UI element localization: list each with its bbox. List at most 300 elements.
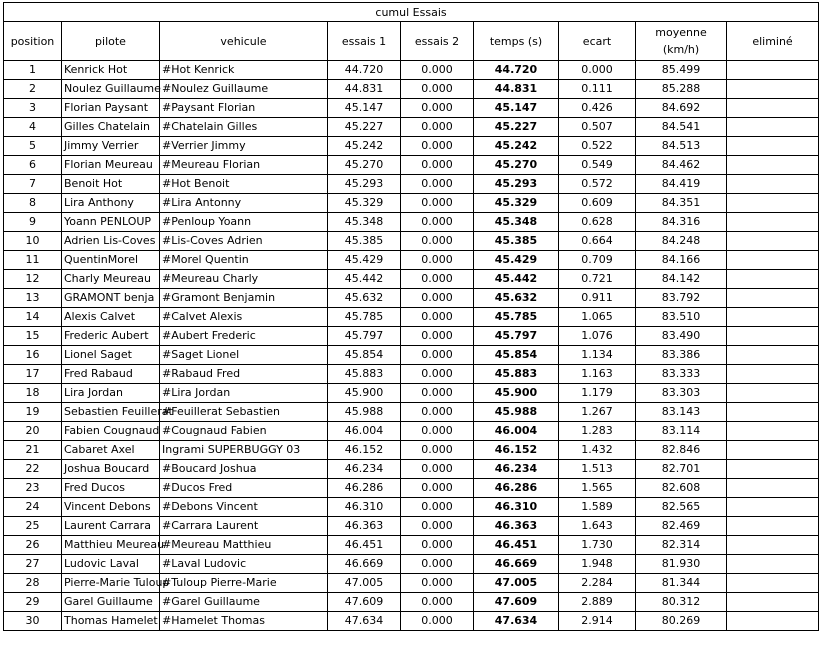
cell-elimine (727, 460, 819, 479)
cell-elimine (727, 308, 819, 327)
cell-position: 9 (4, 213, 62, 232)
header-essais1: essais 1 (328, 22, 401, 61)
cell-pilote: Charly Meureau (62, 270, 160, 289)
cell-vehicule: #Hamelet Thomas (160, 612, 328, 631)
cell-moyenne: 83.490 (636, 327, 727, 346)
cell-essais2: 0.000 (401, 80, 474, 99)
table-row (4, 574, 819, 593)
cell-temps: 46.451 (474, 536, 559, 555)
cell-moyenne: 82.469 (636, 517, 727, 536)
cell-vehicule: #Meureau Florian (160, 156, 328, 175)
cell-position: 22 (4, 460, 62, 479)
cell-temps: 45.797 (474, 327, 559, 346)
cell-pilote: Lira Jordan (62, 384, 160, 403)
table-row (4, 555, 819, 574)
cell-ecart: 1.513 (559, 460, 636, 479)
table-row (4, 479, 819, 498)
cell-temps: 45.632 (474, 289, 559, 308)
cell-elimine (727, 194, 819, 213)
cell-essais1: 46.004 (328, 422, 401, 441)
cell-pilote: Thomas Hamelet (62, 612, 160, 631)
cell-moyenne: 83.510 (636, 308, 727, 327)
header-elimine: eliminé (727, 22, 819, 61)
cell-essais1: 45.442 (328, 270, 401, 289)
cell-essais2: 0.000 (401, 422, 474, 441)
table-row (4, 308, 819, 327)
cell-moyenne: 82.608 (636, 479, 727, 498)
cell-vehicule: #Rabaud Fred (160, 365, 328, 384)
cell-position: 24 (4, 498, 62, 517)
cell-essais1: 46.310 (328, 498, 401, 517)
cell-essais2: 0.000 (401, 365, 474, 384)
cell-essais1: 45.988 (328, 403, 401, 422)
cell-pilote: Noulez Guillaume (62, 80, 160, 99)
cell-position: 8 (4, 194, 62, 213)
table-row (4, 593, 819, 612)
table-row (4, 270, 819, 289)
cell-moyenne: 82.565 (636, 498, 727, 517)
cell-essais2: 0.000 (401, 61, 474, 80)
cell-elimine (727, 536, 819, 555)
cell-essais2: 0.000 (401, 517, 474, 536)
cell-moyenne: 84.513 (636, 137, 727, 156)
cell-position: 14 (4, 308, 62, 327)
cell-essais2: 0.000 (401, 156, 474, 175)
cell-vehicule: #Cougnaud Fabien (160, 422, 328, 441)
cell-pilote: Benoit Hot (62, 175, 160, 194)
cell-essais2: 0.000 (401, 251, 474, 270)
cell-essais2: 0.000 (401, 308, 474, 327)
cell-position: 15 (4, 327, 62, 346)
cell-moyenne: 83.386 (636, 346, 727, 365)
cell-elimine (727, 612, 819, 631)
cell-temps: 44.831 (474, 80, 559, 99)
cell-moyenne: 84.166 (636, 251, 727, 270)
cell-essais1: 44.831 (328, 80, 401, 99)
cell-vehicule: #Hot Benoit (160, 175, 328, 194)
cell-moyenne: 83.143 (636, 403, 727, 422)
header-ecart: ecart (559, 22, 636, 61)
cell-position: 18 (4, 384, 62, 403)
cell-ecart: 1.065 (559, 308, 636, 327)
cell-ecart: 0.426 (559, 99, 636, 118)
cell-temps: 45.227 (474, 118, 559, 137)
cell-ecart: 0.522 (559, 137, 636, 156)
cell-ecart: 0.664 (559, 232, 636, 251)
results-table (3, 2, 819, 631)
table-row (4, 118, 819, 137)
cell-elimine (727, 61, 819, 80)
cell-elimine (727, 80, 819, 99)
cell-pilote: Alexis Calvet (62, 308, 160, 327)
cell-vehicule: #Debons Vincent (160, 498, 328, 517)
cell-essais1: 45.632 (328, 289, 401, 308)
table-row (4, 61, 819, 80)
cell-moyenne: 82.314 (636, 536, 727, 555)
cell-moyenne: 84.248 (636, 232, 727, 251)
cell-pilote: Pierre-Marie Tuloup (62, 574, 160, 593)
cell-moyenne: 84.541 (636, 118, 727, 137)
cell-moyenne: 85.499 (636, 61, 727, 80)
cell-elimine (727, 365, 819, 384)
table-row (4, 137, 819, 156)
cell-pilote: Florian Meureau (62, 156, 160, 175)
table-row (4, 175, 819, 194)
header-moyenne-line1: moyenne (655, 26, 707, 39)
cell-vehicule: #Garel Guillaume (160, 593, 328, 612)
title-row (4, 3, 819, 22)
cell-essais2: 0.000 (401, 99, 474, 118)
cell-vehicule: #Saget Lionel (160, 346, 328, 365)
cell-ecart: 1.267 (559, 403, 636, 422)
header-vehicule: vehicule (160, 22, 328, 61)
cell-elimine (727, 498, 819, 517)
cell-position: 30 (4, 612, 62, 631)
cell-temps: 46.152 (474, 441, 559, 460)
cell-position: 25 (4, 517, 62, 536)
cell-position: 12 (4, 270, 62, 289)
cell-essais1: 45.227 (328, 118, 401, 137)
cell-ecart: 1.589 (559, 498, 636, 517)
cell-moyenne: 83.114 (636, 422, 727, 441)
cell-vehicule: #Chatelain Gilles (160, 118, 328, 137)
header-essais2: essais 2 (401, 22, 474, 61)
cell-pilote: GRAMONT benja (62, 289, 160, 308)
cell-pilote: Matthieu Meureau (62, 536, 160, 555)
cell-temps: 46.363 (474, 517, 559, 536)
cell-essais2: 0.000 (401, 327, 474, 346)
cell-temps: 47.609 (474, 593, 559, 612)
cell-ecart: 1.643 (559, 517, 636, 536)
cell-ecart: 1.163 (559, 365, 636, 384)
cell-ecart: 0.549 (559, 156, 636, 175)
cell-position: 19 (4, 403, 62, 422)
cell-essais1: 45.883 (328, 365, 401, 384)
cell-moyenne: 83.303 (636, 384, 727, 403)
cell-ecart: 0.628 (559, 213, 636, 232)
table-row (4, 289, 819, 308)
cell-pilote: Joshua Boucard (62, 460, 160, 479)
cell-essais1: 45.270 (328, 156, 401, 175)
cell-position: 21 (4, 441, 62, 460)
cell-moyenne: 81.930 (636, 555, 727, 574)
cell-ecart: 0.000 (559, 61, 636, 80)
table-row (4, 194, 819, 213)
cell-ecart: 1.076 (559, 327, 636, 346)
cell-position: 17 (4, 365, 62, 384)
cell-essais1: 46.669 (328, 555, 401, 574)
cell-essais2: 0.000 (401, 270, 474, 289)
cell-moyenne: 82.701 (636, 460, 727, 479)
cell-temps: 45.854 (474, 346, 559, 365)
cell-essais2: 0.000 (401, 593, 474, 612)
cell-vehicule: #Calvet Alexis (160, 308, 328, 327)
table-row (4, 80, 819, 99)
cell-elimine (727, 384, 819, 403)
cell-essais2: 0.000 (401, 194, 474, 213)
cell-essais2: 0.000 (401, 137, 474, 156)
cell-elimine (727, 270, 819, 289)
cell-pilote: Garel Guillaume (62, 593, 160, 612)
cell-temps: 45.293 (474, 175, 559, 194)
cell-ecart: 1.179 (559, 384, 636, 403)
table-row (4, 99, 819, 118)
header-row (4, 22, 819, 61)
cell-vehicule: #Lira Jordan (160, 384, 328, 403)
results-sheet (3, 2, 818, 631)
cell-temps: 45.270 (474, 156, 559, 175)
cell-moyenne: 80.269 (636, 612, 727, 631)
cell-pilote: Fred Ducos (62, 479, 160, 498)
cell-essais2: 0.000 (401, 289, 474, 308)
cell-elimine (727, 422, 819, 441)
cell-elimine (727, 593, 819, 612)
cell-vehicule: #Boucard Joshua (160, 460, 328, 479)
cell-essais2: 0.000 (401, 460, 474, 479)
cell-essais2: 0.000 (401, 175, 474, 194)
cell-vehicule: Ingrami SUPERBUGGY 03 (160, 441, 328, 460)
table-row (4, 346, 819, 365)
cell-essais2: 0.000 (401, 536, 474, 555)
header-moyenne-line2: (km/h) (662, 43, 700, 56)
cell-position: 26 (4, 536, 62, 555)
cell-essais2: 0.000 (401, 479, 474, 498)
cell-temps: 45.785 (474, 308, 559, 327)
cell-temps: 44.720 (474, 61, 559, 80)
cell-moyenne: 83.333 (636, 365, 727, 384)
table-row (4, 213, 819, 232)
cell-ecart: 2.914 (559, 612, 636, 631)
cell-position: 29 (4, 593, 62, 612)
cell-pilote: Florian Paysant (62, 99, 160, 118)
cell-essais2: 0.000 (401, 118, 474, 137)
table-row (4, 441, 819, 460)
cell-temps: 47.634 (474, 612, 559, 631)
table-row (4, 498, 819, 517)
cell-ecart: 1.730 (559, 536, 636, 555)
cell-essais1: 47.609 (328, 593, 401, 612)
cell-essais1: 45.147 (328, 99, 401, 118)
cell-ecart: 0.609 (559, 194, 636, 213)
header-temps: temps (s) (474, 22, 559, 61)
cell-position: 28 (4, 574, 62, 593)
cell-elimine (727, 403, 819, 422)
table-row (4, 403, 819, 422)
header-moyenne (636, 22, 727, 61)
cell-temps: 46.286 (474, 479, 559, 498)
cell-temps: 45.429 (474, 251, 559, 270)
table-row (4, 536, 819, 555)
table-row (4, 460, 819, 479)
cell-pilote: Jimmy Verrier (62, 137, 160, 156)
cell-pilote: Fred Rabaud (62, 365, 160, 384)
cell-moyenne: 84.316 (636, 213, 727, 232)
cell-ecart: 2.889 (559, 593, 636, 612)
table-row (4, 422, 819, 441)
cell-essais2: 0.000 (401, 384, 474, 403)
cell-pilote: Yoann PENLOUP (62, 213, 160, 232)
cell-vehicule: #Meureau Matthieu (160, 536, 328, 555)
cell-temps: 45.242 (474, 137, 559, 156)
cell-elimine (727, 99, 819, 118)
cell-temps: 45.900 (474, 384, 559, 403)
cell-vehicule: #Gramont Benjamin (160, 289, 328, 308)
cell-elimine (727, 327, 819, 346)
cell-elimine (727, 118, 819, 137)
cell-elimine (727, 441, 819, 460)
cell-temps: 46.310 (474, 498, 559, 517)
cell-position: 3 (4, 99, 62, 118)
cell-moyenne: 83.792 (636, 289, 727, 308)
cell-essais1: 47.634 (328, 612, 401, 631)
cell-temps: 46.669 (474, 555, 559, 574)
cell-temps: 45.883 (474, 365, 559, 384)
table-row (4, 251, 819, 270)
cell-position: 16 (4, 346, 62, 365)
cell-temps: 45.329 (474, 194, 559, 213)
cell-temps: 45.348 (474, 213, 559, 232)
cell-pilote: Vincent Debons (62, 498, 160, 517)
cell-elimine (727, 346, 819, 365)
cell-position: 23 (4, 479, 62, 498)
cell-vehicule: #Laval Ludovic (160, 555, 328, 574)
cell-ecart: 2.284 (559, 574, 636, 593)
cell-pilote: Kenrick Hot (62, 61, 160, 80)
cell-pilote: Sebastien Feuillerat (62, 403, 160, 422)
cell-essais2: 0.000 (401, 232, 474, 251)
cell-essais2: 0.000 (401, 555, 474, 574)
cell-moyenne: 84.142 (636, 270, 727, 289)
cell-moyenne: 85.288 (636, 80, 727, 99)
cell-vehicule: #Carrara Laurent (160, 517, 328, 536)
cell-pilote: Lionel Saget (62, 346, 160, 365)
cell-vehicule: #Lis-Coves Adrien (160, 232, 328, 251)
cell-essais1: 45.348 (328, 213, 401, 232)
cell-temps: 45.988 (474, 403, 559, 422)
cell-essais1: 45.900 (328, 384, 401, 403)
cell-elimine (727, 232, 819, 251)
cell-moyenne: 84.692 (636, 99, 727, 118)
cell-vehicule: #Ducos Fred (160, 479, 328, 498)
cell-pilote: Lira Anthony (62, 194, 160, 213)
cell-temps: 47.005 (474, 574, 559, 593)
cell-temps: 45.385 (474, 232, 559, 251)
cell-elimine (727, 137, 819, 156)
cell-ecart: 1.283 (559, 422, 636, 441)
cell-vehicule: #Meureau Charly (160, 270, 328, 289)
cell-vehicule: #Morel Quentin (160, 251, 328, 270)
cell-elimine (727, 213, 819, 232)
cell-vehicule: #Feuillerat Sebastien (160, 403, 328, 422)
table-row (4, 384, 819, 403)
cell-essais2: 0.000 (401, 441, 474, 460)
table-row (4, 232, 819, 251)
cell-elimine (727, 555, 819, 574)
cell-essais2: 0.000 (401, 612, 474, 631)
cell-vehicule: #Verrier Jimmy (160, 137, 328, 156)
table-row (4, 612, 819, 631)
cell-elimine (727, 175, 819, 194)
cell-essais2: 0.000 (401, 213, 474, 232)
cell-elimine (727, 517, 819, 536)
cell-essais1: 46.286 (328, 479, 401, 498)
cell-essais1: 44.720 (328, 61, 401, 80)
cell-elimine (727, 289, 819, 308)
cell-vehicule: #Aubert Frederic (160, 327, 328, 346)
cell-elimine (727, 574, 819, 593)
cell-pilote: Fabien Cougnaud (62, 422, 160, 441)
cell-ecart: 0.911 (559, 289, 636, 308)
cell-temps: 46.004 (474, 422, 559, 441)
cell-vehicule: #Hot Kenrick (160, 61, 328, 80)
cell-ecart: 0.572 (559, 175, 636, 194)
cell-moyenne: 82.846 (636, 441, 727, 460)
cell-ecart: 1.565 (559, 479, 636, 498)
cell-vehicule: #Penloup Yoann (160, 213, 328, 232)
cell-essais1: 45.385 (328, 232, 401, 251)
cell-moyenne: 80.312 (636, 593, 727, 612)
cell-temps: 45.147 (474, 99, 559, 118)
cell-pilote: Gilles Chatelain (62, 118, 160, 137)
cell-position: 27 (4, 555, 62, 574)
cell-essais2: 0.000 (401, 403, 474, 422)
cell-essais1: 45.797 (328, 327, 401, 346)
cell-position: 11 (4, 251, 62, 270)
cell-pilote: QuentinMorel (62, 251, 160, 270)
cell-moyenne: 84.351 (636, 194, 727, 213)
cell-essais1: 46.363 (328, 517, 401, 536)
cell-position: 13 (4, 289, 62, 308)
cell-moyenne: 81.344 (636, 574, 727, 593)
cell-position: 1 (4, 61, 62, 80)
cell-position: 6 (4, 156, 62, 175)
cell-essais2: 0.000 (401, 498, 474, 517)
table-row (4, 365, 819, 384)
cell-moyenne: 84.462 (636, 156, 727, 175)
cell-temps: 45.442 (474, 270, 559, 289)
cell-ecart: 0.721 (559, 270, 636, 289)
results-body (4, 61, 819, 631)
cell-essais1: 46.451 (328, 536, 401, 555)
cell-essais1: 46.234 (328, 460, 401, 479)
cell-essais1: 45.242 (328, 137, 401, 156)
cell-vehicule: #Noulez Guillaume (160, 80, 328, 99)
cell-essais1: 45.293 (328, 175, 401, 194)
cell-essais1: 45.329 (328, 194, 401, 213)
header-position: position (4, 22, 62, 61)
cell-ecart: 0.709 (559, 251, 636, 270)
cell-essais1: 45.785 (328, 308, 401, 327)
cell-vehicule: #Paysant Florian (160, 99, 328, 118)
cell-pilote: Adrien Lis-Coves (62, 232, 160, 251)
cell-position: 4 (4, 118, 62, 137)
cell-ecart: 0.111 (559, 80, 636, 99)
cell-essais1: 47.005 (328, 574, 401, 593)
cell-pilote: Laurent Carrara (62, 517, 160, 536)
cell-essais2: 0.000 (401, 346, 474, 365)
sheet-title: cumul Essais (4, 3, 819, 22)
table-row (4, 517, 819, 536)
cell-position: 2 (4, 80, 62, 99)
cell-essais2: 0.000 (401, 574, 474, 593)
cell-moyenne: 84.419 (636, 175, 727, 194)
cell-position: 10 (4, 232, 62, 251)
cell-essais1: 46.152 (328, 441, 401, 460)
cell-ecart: 1.134 (559, 346, 636, 365)
table-row (4, 327, 819, 346)
cell-essais1: 45.854 (328, 346, 401, 365)
cell-position: 20 (4, 422, 62, 441)
